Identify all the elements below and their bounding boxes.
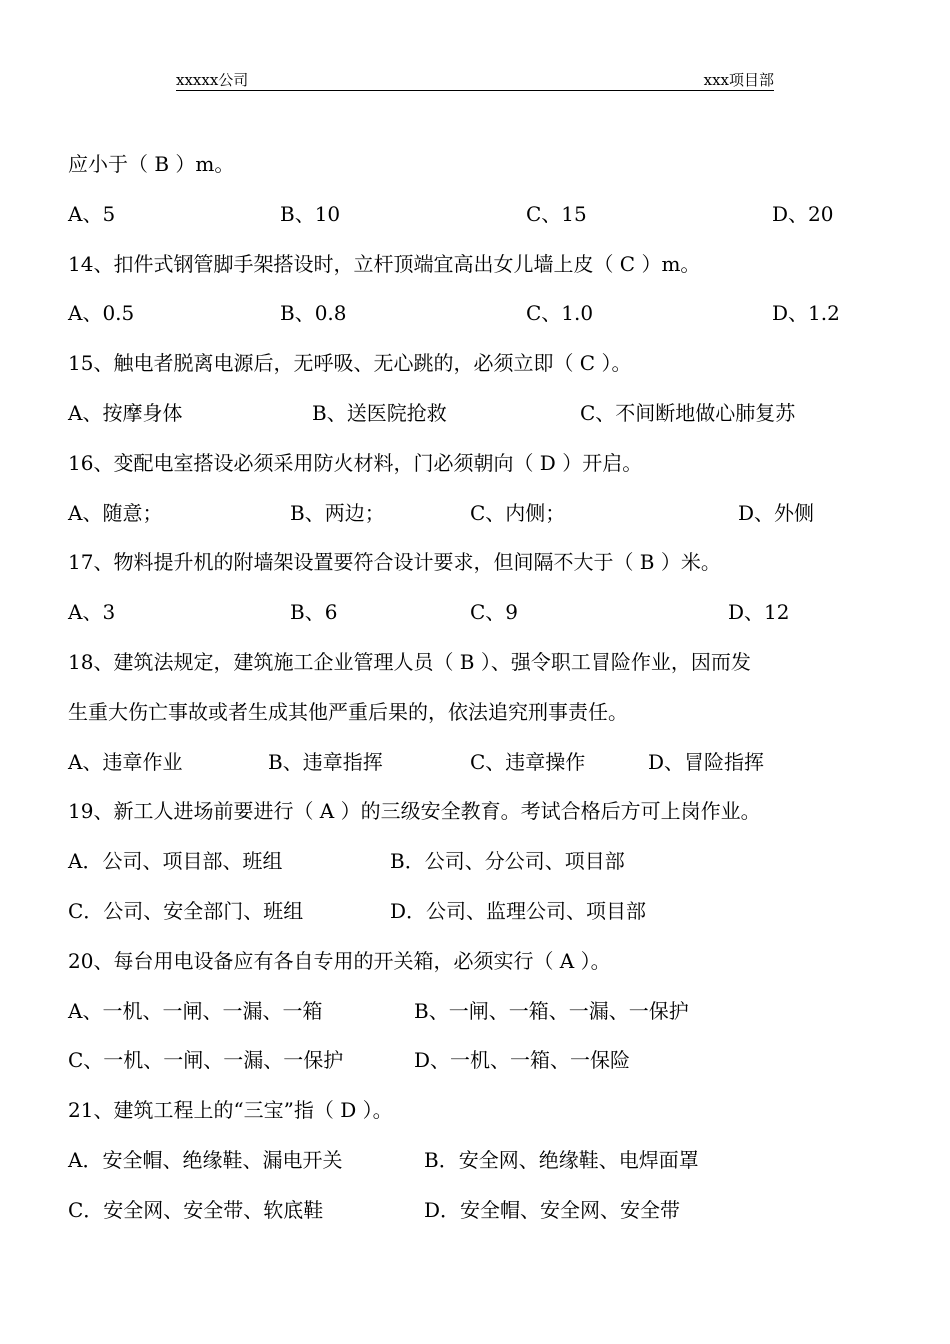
department-name: xxx项目部 — [703, 71, 774, 89]
option-item: C．安全网、安全带、软底鞋 — [68, 1197, 324, 1222]
option-item: A、一机、一闸、一漏、一箱 — [68, 998, 323, 1023]
option-item: D、冒险指挥 — [648, 749, 765, 774]
option-item: B、送医院抢救 — [312, 400, 447, 425]
answer-options — [68, 588, 898, 638]
option-item: C、内侧； — [470, 500, 566, 525]
question-text: 17、物料提升机的附墙架设置要符合设计要求，但间隔不大于（ B ）米。 — [68, 550, 721, 575]
option-item: C、一机、一闸、一漏、一保护 — [68, 1048, 344, 1073]
option-item: D、12 — [728, 600, 790, 625]
option-item: B．公司、分公司、项目部 — [390, 849, 625, 874]
option-item: A、随意； — [68, 500, 163, 525]
question-text: 14、扣件式钢管脚手架搭设时，立杆顶端宜高出女儿墙上皮（ C ）m。 — [68, 251, 701, 276]
option-item: A．公司、项目部、班组 — [68, 849, 283, 874]
answer-options — [68, 389, 898, 439]
option-item: D、20 — [772, 201, 834, 226]
answer-options — [68, 887, 898, 937]
option-item: D．公司、监理公司、项目部 — [390, 898, 647, 923]
option-item: B．安全网、绝缘鞋、电焊面罩 — [424, 1147, 699, 1172]
company-name: xxxxx公司 — [176, 71, 249, 89]
question-text: 应小于（ B ）m。 — [68, 152, 235, 176]
answer-options — [68, 289, 898, 339]
option-item: C、违章操作 — [470, 749, 586, 774]
question-text: 19、新工人进场前要进行（ A ）的三级安全教育。考试合格后方可上岗作业。 — [68, 799, 761, 824]
option-item: D、1.2 — [772, 301, 840, 326]
option-item: A．安全帽、绝缘鞋、漏电开关 — [68, 1147, 343, 1172]
option-item: B、两边； — [290, 500, 385, 525]
option-item: C、9 — [470, 600, 519, 625]
option-item: B、10 — [280, 201, 341, 226]
option-item: D．安全帽、安全网、安全带 — [424, 1197, 681, 1222]
option-item: B、0.8 — [280, 301, 347, 326]
question-text: 生重大伤亡事故或者生成其他严重后果的，依法追究刑事责任。 — [68, 699, 628, 724]
option-item: A、3 — [68, 600, 116, 625]
question-text: 16、变配电室搭设必须采用防火材料，门必须朝向（ D ）开启。 — [68, 450, 643, 475]
option-item: C．公司、安全部门、班组 — [68, 898, 304, 923]
answer-options — [68, 489, 898, 539]
answer-options — [68, 837, 898, 887]
answer-options — [68, 190, 898, 240]
page-header — [176, 70, 774, 91]
option-item: D、外侧 — [738, 500, 815, 525]
answer-options — [68, 987, 898, 1037]
question-text: 20、每台用电设备应有各自专用的开关箱，必须实行（ A ）。 — [68, 948, 611, 973]
option-item: C、15 — [526, 201, 587, 226]
option-item: D、一机、一箱、一保险 — [414, 1048, 631, 1073]
option-item: A、0.5 — [68, 301, 135, 326]
question-text: 15、触电者脱离电源后，无呼吸、无心跳的，必须立即（ C ）。 — [68, 351, 632, 376]
option-item: A、按摩身体 — [68, 400, 183, 425]
option-item: B、6 — [290, 600, 338, 625]
question-list — [68, 140, 898, 1236]
question-text: 18、建筑法规定，建筑施工企业管理人员（ B ）、强令职工冒险作业，因而发 — [68, 649, 751, 674]
option-item: C、1.0 — [526, 301, 594, 326]
question-text: 21、建筑工程上的“三宝”指（ D ）。 — [68, 1098, 393, 1123]
option-item: C、不间断地做心肺复苏 — [580, 400, 796, 425]
option-item: A、违章作业 — [68, 749, 183, 774]
option-item: B、一闸、一箱、一漏、一保护 — [414, 998, 689, 1023]
answer-options — [68, 1136, 898, 1186]
answer-options — [68, 738, 898, 788]
answer-options — [68, 1186, 898, 1236]
option-item: B、违章指挥 — [268, 749, 383, 774]
option-item: A、5 — [68, 201, 116, 226]
answer-options — [68, 1036, 898, 1086]
